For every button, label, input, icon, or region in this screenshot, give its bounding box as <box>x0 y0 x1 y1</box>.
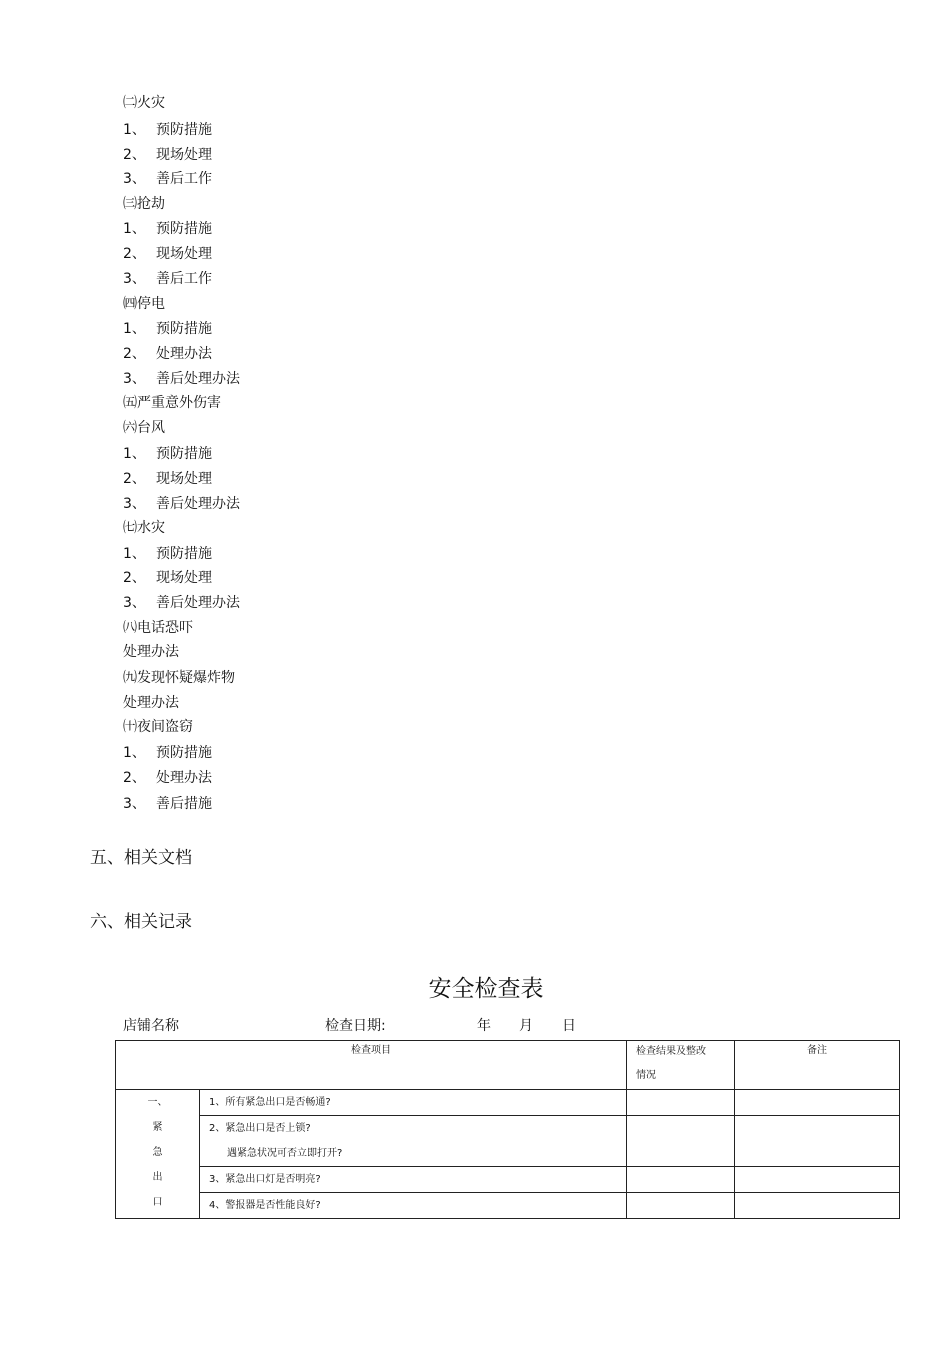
check-item-2 <box>200 1116 627 1167</box>
table-row <box>116 1193 900 1219</box>
outline-item-number: 2、 <box>123 770 146 786</box>
month-label: 月 <box>519 1018 533 1034</box>
outline-item <box>123 619 193 637</box>
result-cell-2[interactable] <box>627 1116 735 1167</box>
outline-item-number: 3、 <box>123 371 146 387</box>
outline-item <box>123 320 212 338</box>
category-char: 紧 <box>152 1122 163 1133</box>
outline-item-text: 预防措施 <box>156 321 212 337</box>
outline-item <box>123 345 212 363</box>
header-check-items <box>116 1041 627 1090</box>
outline-item-number: 1、 <box>123 122 146 138</box>
outline-item <box>123 744 212 762</box>
outline-item-number: 2、 <box>123 570 146 586</box>
check-item-1 <box>200 1090 627 1116</box>
outline-item <box>123 195 165 213</box>
outline-item <box>123 394 221 412</box>
result-cell-1[interactable] <box>627 1090 735 1116</box>
table-row <box>116 1167 900 1193</box>
outline-item-text: 处理办法 <box>156 346 212 362</box>
outline-item-text: ㈣停电 <box>123 296 165 312</box>
outline-item-number: 3、 <box>123 796 146 812</box>
header-result <box>627 1041 735 1090</box>
category-emergency-exit <box>116 1090 200 1219</box>
outline-item-number: 2、 <box>123 246 146 262</box>
table-row <box>116 1090 900 1116</box>
outline-item-text: 现场处理 <box>156 147 212 163</box>
outline-item-text: ㈧电话恐吓 <box>123 620 193 636</box>
outline-item-text: 处理办法 <box>156 770 212 786</box>
outline-item <box>123 495 240 513</box>
category-char: 口 <box>152 1197 163 1208</box>
check-item-3-text: 3、紧急出口灯是否明亮? <box>209 1174 321 1185</box>
check-item-1-text: 1、所有紧急出口是否畅通? <box>209 1097 331 1108</box>
outline-item-number: 1、 <box>123 745 146 761</box>
category-char: 急 <box>152 1147 163 1158</box>
outline-item <box>123 718 193 736</box>
outline-item-number: 3、 <box>123 271 146 287</box>
category-char: 一、 <box>147 1097 168 1108</box>
outline-item <box>123 545 212 563</box>
outline-item-text: 善后处理办法 <box>156 595 240 611</box>
outline-item <box>123 419 165 437</box>
outline-item <box>123 146 212 164</box>
outline-item <box>123 445 212 463</box>
check-item-2-subtext: 遇紧急状况可否立即打开? <box>227 1148 343 1159</box>
result-cell-4[interactable] <box>627 1193 735 1219</box>
outline-item-text: 善后处理办法 <box>156 496 240 512</box>
outline-item-number: 1、 <box>123 221 146 237</box>
outline-item <box>123 694 179 712</box>
outline-item-text: 预防措施 <box>156 446 212 462</box>
outline-item-number: 2、 <box>123 147 146 163</box>
outline-item-text: ㈡火灾 <box>123 95 165 111</box>
table-header-row <box>116 1041 900 1090</box>
outline-item-number: 2、 <box>123 471 146 487</box>
outline-item-text: ㈦水灾 <box>123 520 165 536</box>
section-related-records: 六、相关记录 <box>90 912 192 932</box>
outline-item <box>123 643 179 661</box>
outline-item <box>123 245 212 263</box>
check-date-label: 检查日期: <box>325 1018 386 1034</box>
outline-item-text: ㈨发现怀疑爆炸物 <box>123 670 235 686</box>
section-related-documents: 五、相关文档 <box>90 848 192 868</box>
header-notes <box>735 1041 900 1090</box>
outline-item-text: 处理办法 <box>123 695 179 711</box>
outline-item <box>123 370 240 388</box>
table-row <box>116 1116 900 1167</box>
safety-check-table <box>115 1040 900 1219</box>
outline-item-text: 善后工作 <box>156 271 212 287</box>
day-label: 日 <box>562 1018 576 1034</box>
category-char: 出 <box>152 1172 163 1183</box>
outline-item-text: 现场处理 <box>156 471 212 487</box>
outline-item-text: ㈢抢劫 <box>123 196 165 212</box>
outline-item-text: 善后工作 <box>156 171 212 187</box>
outline-item-text: 预防措施 <box>156 546 212 562</box>
outline-item-number: 3、 <box>123 171 146 187</box>
form-title: 安全检查表 <box>428 976 544 1002</box>
notes-cell-2[interactable] <box>735 1116 900 1167</box>
outline-item-number: 2、 <box>123 346 146 362</box>
outline-item <box>123 795 212 813</box>
outline-item <box>123 470 212 488</box>
outline-item <box>123 270 212 288</box>
outline-item-number: 3、 <box>123 595 146 611</box>
outline-item-number: 1、 <box>123 321 146 337</box>
notes-cell-1[interactable] <box>735 1090 900 1116</box>
check-item-3 <box>200 1167 627 1193</box>
outline-item-text: 预防措施 <box>156 221 212 237</box>
year-label: 年 <box>477 1018 491 1034</box>
outline-item <box>123 569 212 587</box>
outline-item-text: 处理办法 <box>123 644 179 660</box>
outline-item <box>123 170 212 188</box>
outline-item <box>123 769 212 787</box>
outline-item <box>123 669 235 687</box>
outline-item <box>123 594 240 612</box>
header-notes-label: 备注 <box>807 1045 827 1056</box>
result-cell-3[interactable] <box>627 1167 735 1193</box>
outline-item-text: 现场处理 <box>156 570 212 586</box>
header-result-line1: 检查结果及整改 <box>636 1046 706 1057</box>
outline-item-text: 现场处理 <box>156 246 212 262</box>
outline-item-number: 1、 <box>123 446 146 462</box>
outline-item-text: 善后措施 <box>156 796 212 812</box>
outline-item-text: ㈤严重意外伤害 <box>123 395 221 411</box>
outline-item-number: 3、 <box>123 496 146 512</box>
outline-item <box>123 295 165 313</box>
outline-item-number: 1、 <box>123 546 146 562</box>
outline-item-text: 预防措施 <box>156 122 212 138</box>
outline-item-text: 预防措施 <box>156 745 212 761</box>
outline-item <box>123 220 212 238</box>
store-name-label: 店铺名称 <box>123 1018 179 1034</box>
outline-item <box>123 121 212 139</box>
check-item-4-text: 4、警报器是否性能良好? <box>209 1200 321 1211</box>
outline-item-text: ㈩夜间盗窃 <box>123 719 193 735</box>
header-check-items-label: 检查项目 <box>351 1045 391 1056</box>
outline-item <box>123 519 165 537</box>
outline-item-text: 善后处理办法 <box>156 371 240 387</box>
notes-cell-3[interactable] <box>735 1167 900 1193</box>
outline-item-text: ㈥台风 <box>123 420 165 436</box>
check-item-2-text: 2、紧急出口是否上锁? <box>209 1123 311 1134</box>
notes-cell-4[interactable] <box>735 1193 900 1219</box>
header-result-line2: 情况 <box>636 1070 656 1081</box>
check-item-4 <box>200 1193 627 1219</box>
outline-item <box>123 94 165 112</box>
